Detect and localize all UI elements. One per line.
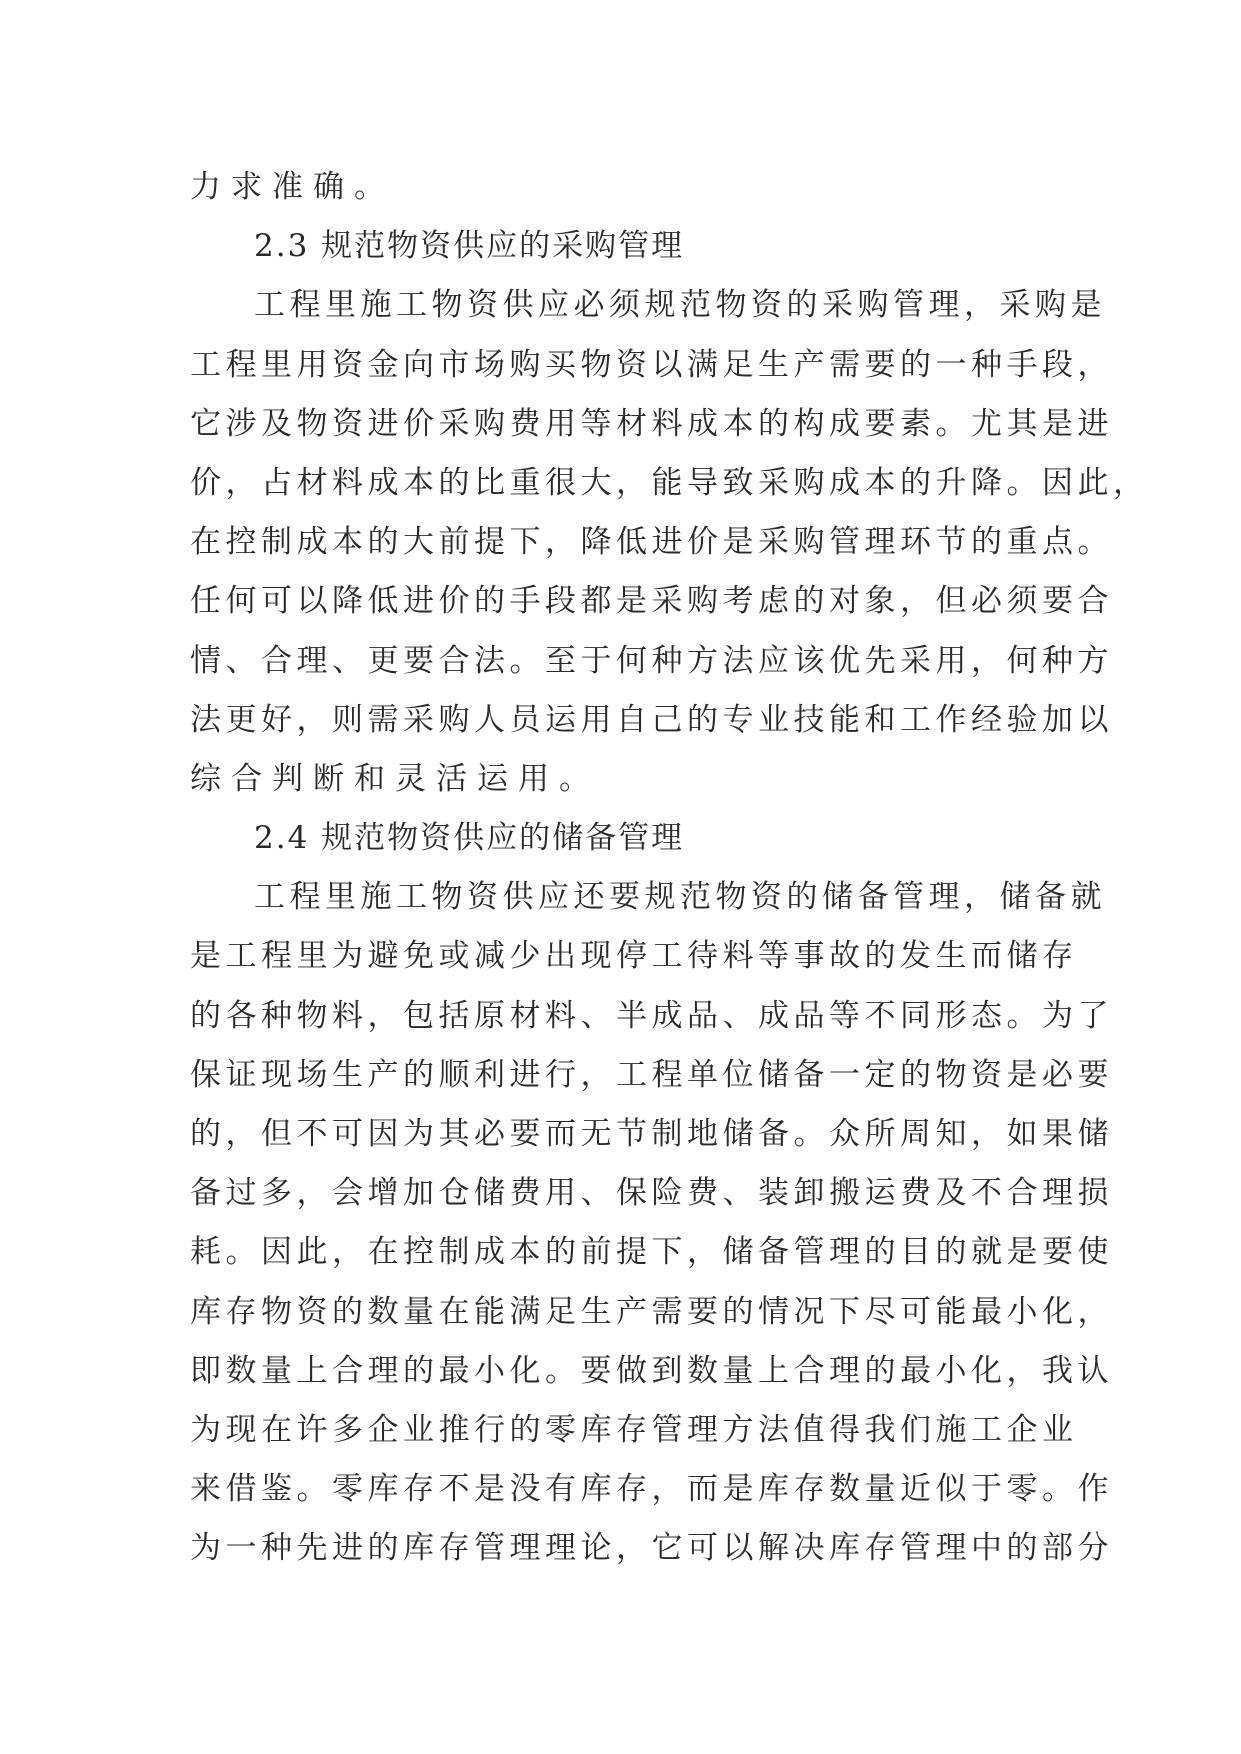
paragraph-line [190,1283,1113,1342]
line-text: 的各种物料，包括原材料、半成品、成品等不同形态。为了 [190,997,1113,1034]
line-text: 法更好，则需采购人员运用自己的专业技能和工作经验加以 [190,701,1113,738]
line-text: 工程里用资金向市场购买物资以满足生产需要的一种手段， [190,346,1113,383]
line-text: 它涉及物资进价采购费用等材料成本的构成要素。尤其是进 [190,405,1113,442]
line-text: 2.4 规范物资供应的储备管理 [254,820,685,857]
section-heading [190,217,1070,276]
line-text: 工程里施工物资供应必须规范物资的采购管理，采购是 [254,287,1106,324]
line-text: 即数量上合理的最小化。要做到数量上合理的最小化，我认 [190,1352,1113,1389]
paragraph-line [190,572,1113,631]
paragraph-line [190,276,1106,335]
line-text: 来借鉴。零库存不是没有库存，而是库存数量近似于零。作 [190,1471,1113,1508]
paragraph-line [190,691,1113,750]
paragraph-line [190,1046,1113,1105]
line-text: 是工程里为避免或减少出现停工待料等事故的发生而储存 [190,938,1078,975]
line-text: 在控制成本的大前提下，降低进价是采购管理环节的重点。 [190,524,1113,561]
paragraph-line [190,395,1113,454]
line-text: 力求准确。 [190,169,395,205]
line-text: 为一种先进的库存管理理论，它可以解决库存管理中的部分 [190,1530,1113,1567]
paragraph-line [190,1164,1113,1223]
paragraph-line [190,1223,1113,1282]
paragraph-line [190,1460,1113,1519]
paragraph-line [190,1342,1113,1401]
paragraph-line [190,868,1106,927]
paragraph-line [190,750,1070,809]
paragraph-line [190,1401,1078,1460]
paragraph-line [190,1519,1113,1578]
line-text: 价，占材料成本的比重很大，能导致采购成本的升降。因此， [190,464,1149,501]
line-text: 保证现场生产的顺利进行，工程单位储备一定的物资是必要 [190,1056,1113,1093]
section-heading [190,809,1070,868]
line-text: 为现在许多企业推行的零库存管理方法值得我们施工企业 [190,1411,1078,1448]
line-text: 2.3 规范物资供应的采购管理 [254,228,685,265]
paragraph-line [190,927,1078,986]
paragraph-line [190,1105,1113,1164]
line-text: 的，但不可因为其必要而无节制地储备。众所周知，如果储 [190,1116,1113,1152]
paragraph-line [190,632,1113,691]
line-text: 耗。因此，在控制成本的前提下，储备管理的目的就是要使 [190,1234,1113,1271]
paragraph-line [190,513,1113,572]
line-text: 库存物资的数量在能满足生产需要的情况下尽可能最小化， [190,1293,1113,1330]
line-text: 备过多，会增加仓储费用、保险费、装卸搬运费及不合理损 [190,1175,1113,1212]
line-text: 工程里施工物资供应还要规范物资的储备管理，储备就 [254,879,1106,916]
document-body [190,158,1149,1579]
line-text: 任何可以降低进价的手段都是采购考虑的对象，但必须要合 [190,583,1113,620]
paragraph-line [190,454,1149,513]
paragraph-line [190,336,1113,395]
paragraph-line [190,158,1070,217]
paragraph-line [190,987,1113,1046]
line-text: 情、合理、更要合法。至于何种方法应该优先采用，何种方 [190,642,1113,679]
line-text: 综合判断和灵活运用。 [190,760,600,797]
